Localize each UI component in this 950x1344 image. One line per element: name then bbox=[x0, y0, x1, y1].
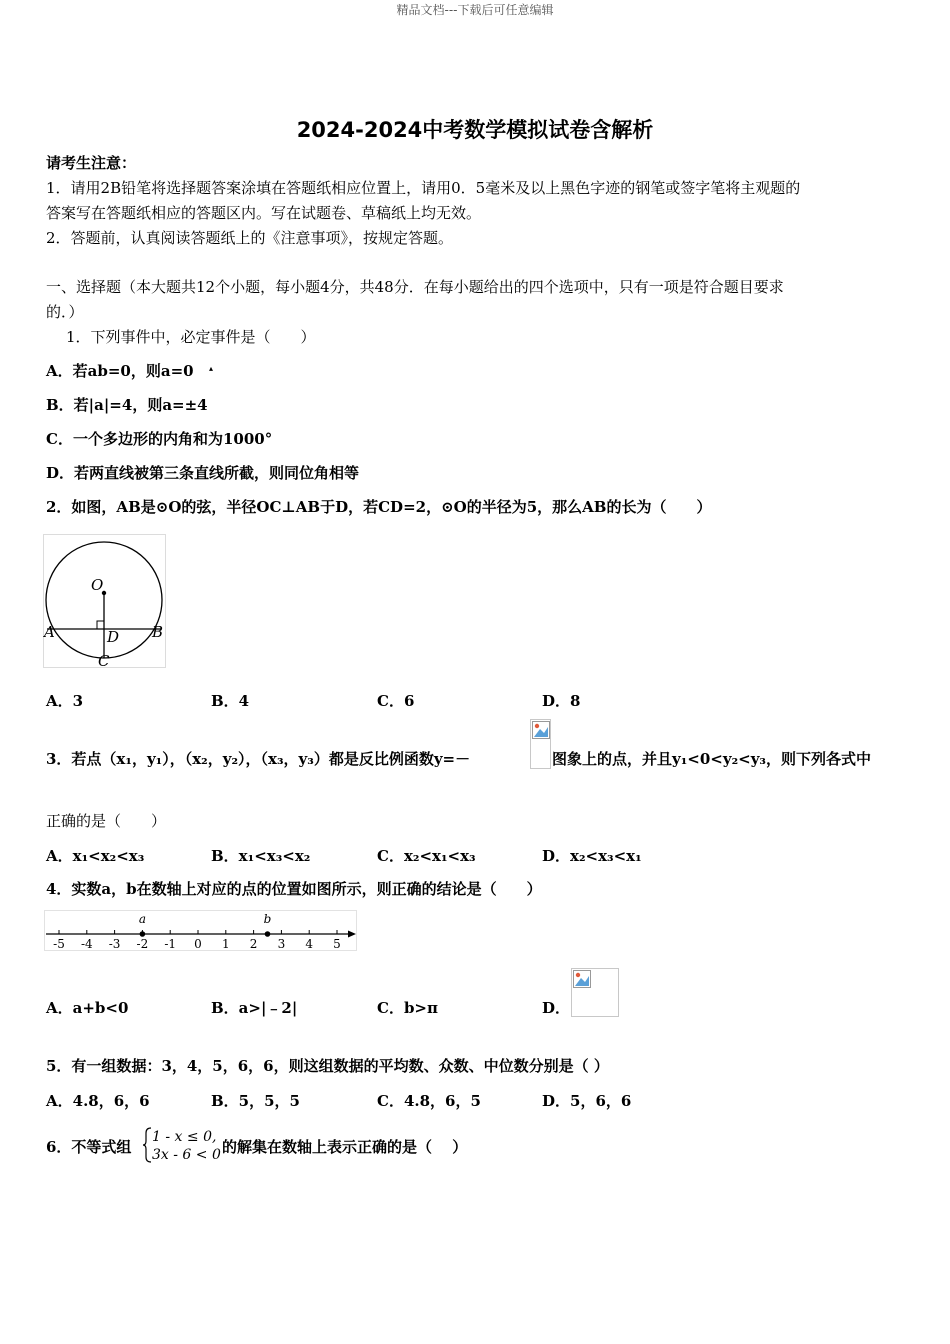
label-b: B bbox=[152, 623, 164, 641]
tick-label: -2 bbox=[136, 937, 149, 951]
page-title: 2024-2024中考数学模拟试卷含解析 bbox=[296, 118, 654, 142]
q3-option-c: C．x₂<x₁<x₃ bbox=[377, 847, 476, 865]
q4-number-line bbox=[44, 910, 358, 952]
notice-line1a: 1．请用2B铅笔将选择题答案涂填在答题纸相应位置上，请用0．5毫米及以上黑色字迹的钢笔或签字笔将主观题的 bbox=[46, 179, 801, 197]
q4-stem: 4．实数a，b在数轴上对应的点的位置如图所示，则正确的结论是（ ） bbox=[46, 880, 542, 898]
notice-line1b: 答案写在答题纸相应的答题区内。写在试题卷、草稿纸上均无效。 bbox=[46, 204, 482, 222]
q3-stem-b: 图象上的点，并且y₁<0<y₂<y₃，则下列各式中 bbox=[552, 750, 872, 768]
q2-circle-figure bbox=[43, 534, 167, 670]
q4-option-d-image bbox=[571, 968, 619, 1017]
tick-label: -1 bbox=[164, 937, 177, 951]
q2-option-b: B．4 bbox=[211, 692, 250, 710]
tick-label: 4 bbox=[305, 937, 314, 951]
notice-line2: 2．答题前，认真阅读答题纸上的《注意事项》，按规定答题。 bbox=[46, 229, 454, 247]
system-line-2: 3x - 6 < 0 bbox=[152, 1147, 221, 1163]
axis-arrow bbox=[348, 931, 356, 938]
tick-label: 5 bbox=[333, 937, 341, 951]
label-c: C bbox=[98, 652, 110, 670]
label-o: O bbox=[91, 576, 104, 594]
q2-option-c: C．6 bbox=[377, 692, 415, 710]
q4-option-a: A．a+b<0 bbox=[46, 999, 129, 1017]
point-a-label: a bbox=[138, 912, 146, 926]
q4-option-b: B．a>|﹣2| bbox=[211, 999, 298, 1017]
q4-option-c: C．b>π bbox=[377, 999, 438, 1017]
q1-option-a: A．若ab=0，则a=0 bbox=[46, 362, 194, 380]
q1-option-b: B．若|a|=4，则a=±4 bbox=[46, 396, 208, 414]
q3-stem-a: 3．若点（x₁，y₁），（x₂，y₂），（x₃，y₃）都是反比例函数y=－ bbox=[46, 750, 471, 768]
q3-option-a: A．x₁<x₂<x₃ bbox=[46, 847, 145, 865]
q6-inequality-system bbox=[142, 1126, 222, 1164]
q2-option-a: A．3 bbox=[46, 692, 84, 710]
point-b bbox=[265, 931, 271, 937]
q5-option-a: A．4.8，6，6 bbox=[46, 1092, 150, 1110]
q1-option-c: C．一个多边形的内角和为1000° bbox=[46, 430, 273, 448]
q4-option-d: D． bbox=[542, 999, 571, 1017]
label-d: D bbox=[107, 628, 120, 646]
q1-option-d: D．若两直线被第三条直线所截，则同位角相等 bbox=[46, 464, 360, 482]
image-placeholder-icon bbox=[532, 721, 550, 739]
tick-label: 3 bbox=[277, 937, 286, 951]
q6-stem-b: 的解集在数轴上表示正确的是（ ） bbox=[222, 1138, 468, 1156]
q5-stem: 5．有一组数据：3，4，5，6，6，则这组数据的平均数、众数、中位数分别是（ ） bbox=[46, 1057, 609, 1075]
tick-label: 2 bbox=[249, 937, 258, 951]
image-placeholder-icon bbox=[573, 970, 591, 988]
notice-heading: 请考生注意： bbox=[46, 154, 137, 172]
q5-option-b: B．5，5，5 bbox=[211, 1092, 300, 1110]
q1-stem: 1．下列事件中，必定事件是（ ） bbox=[66, 328, 316, 346]
q2-option-d: D．8 bbox=[542, 692, 581, 710]
q2-stem: 2．如图，AB是⊙O的弦，半径OC⊥AB于D，若CD=2，⊙O的半径为5，那么AB的长为（ ） bbox=[46, 498, 712, 516]
tick-label: -4 bbox=[80, 937, 93, 951]
label-a: A bbox=[44, 623, 55, 641]
header-note: 精品文档---下载后可任意编辑 bbox=[396, 3, 554, 17]
tick-label: -5 bbox=[53, 937, 65, 951]
tick-label: -3 bbox=[108, 937, 121, 951]
system-brace bbox=[143, 1128, 151, 1162]
point-a bbox=[140, 931, 146, 937]
q1-stray-mark: ▴ bbox=[209, 364, 214, 373]
q6-stem-a: 6．不等式组 bbox=[46, 1138, 132, 1156]
right-angle-mark bbox=[97, 621, 104, 629]
q5-option-c: C．4.8，6，5 bbox=[377, 1092, 481, 1110]
tick-label: 0 bbox=[194, 937, 202, 951]
tick-label: 1 bbox=[221, 937, 230, 951]
section-line2: 的．） bbox=[46, 303, 84, 321]
point-b-label: b bbox=[263, 912, 272, 926]
q3-option-b: B．x₁<x₃<x₂ bbox=[211, 847, 311, 865]
system-line-1: 1 - x ≤ 0, bbox=[152, 1129, 217, 1145]
q3-option-d: D．x₂<x₃<x₁ bbox=[542, 847, 642, 865]
q5-option-d: D．5，6，6 bbox=[542, 1092, 632, 1110]
q3-stem-c: 正确的是（ ） bbox=[46, 812, 167, 830]
broken-image-icon bbox=[530, 719, 551, 769]
section-line1: 一、选择题（本大题共12个小题，每小题4分，共48分．在每小题给出的四个选项中，只有一项是符合题目要求 bbox=[46, 278, 784, 296]
